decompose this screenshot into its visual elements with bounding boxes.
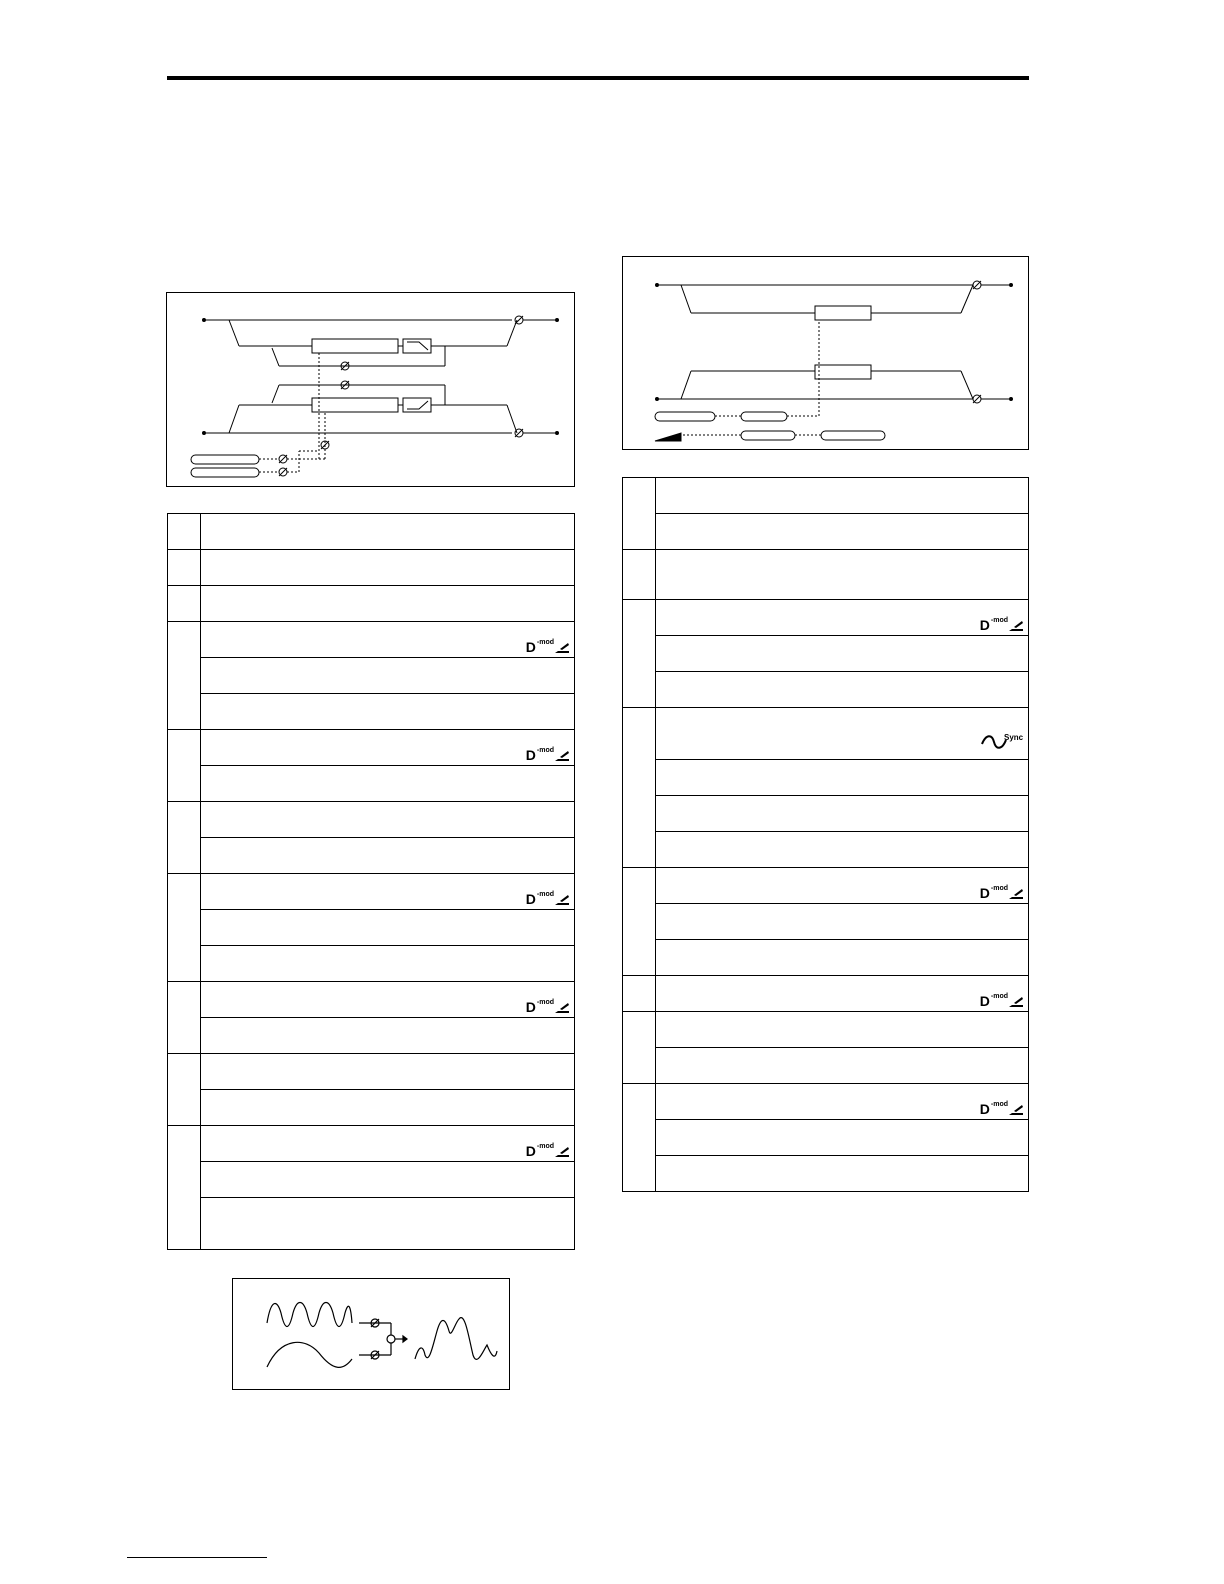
parameter-row	[623, 976, 1029, 1012]
parameter-row	[623, 1156, 1029, 1192]
parameter-row	[623, 760, 1029, 796]
parameter-cell	[656, 796, 1029, 832]
parameter-cell	[201, 550, 575, 586]
parameter-cell	[656, 514, 1029, 550]
parameter-row	[168, 1054, 575, 1090]
parameter-cell	[656, 636, 1029, 672]
parameter-cell	[656, 940, 1029, 976]
right-parameter-table	[622, 477, 1029, 1192]
parameter-cell	[201, 730, 575, 766]
parameter-row	[623, 478, 1029, 514]
parameter-row	[623, 514, 1029, 550]
parameter-cell	[201, 622, 575, 658]
parameter-row	[623, 868, 1029, 904]
footnote-rule	[127, 1557, 267, 1558]
parameter-number-cell	[623, 976, 656, 1012]
parameter-cell	[201, 946, 575, 982]
parameter-row	[168, 1126, 575, 1162]
parameter-number-cell	[623, 550, 656, 600]
left-block-diagram	[166, 292, 575, 487]
parameter-number-cell	[168, 1126, 201, 1250]
parameter-cell	[201, 874, 575, 910]
parameter-cell	[656, 1012, 1029, 1048]
parameter-cell	[656, 760, 1029, 796]
parameter-row	[168, 766, 575, 802]
parameter-number-cell	[168, 874, 201, 982]
parameter-row	[623, 636, 1029, 672]
parameter-row	[623, 672, 1029, 708]
parameter-row	[623, 1048, 1029, 1084]
parameter-row	[168, 910, 575, 946]
svg-text:Sync: Sync	[1004, 733, 1024, 742]
parameter-row	[623, 1120, 1029, 1156]
parameter-cell	[201, 586, 575, 622]
parameter-row	[623, 796, 1029, 832]
d-mod-icon: D $^{-mod}$	[980, 993, 1024, 1008]
parameter-row	[623, 1012, 1029, 1048]
parameter-cell	[656, 1048, 1029, 1084]
parameter-row	[168, 730, 575, 766]
parameter-row	[168, 658, 575, 694]
parameter-row	[168, 550, 575, 586]
parameter-cell	[201, 694, 575, 730]
parameter-row	[168, 982, 575, 1018]
parameter-number-cell	[623, 600, 656, 708]
parameter-cell	[656, 904, 1029, 940]
parameter-cell	[201, 1162, 575, 1198]
parameter-row	[168, 1090, 575, 1126]
parameter-number-cell	[623, 708, 656, 868]
parameter-row	[168, 946, 575, 982]
parameter-cell	[656, 550, 1029, 600]
parameter-number-cell	[168, 622, 201, 730]
parameter-row	[623, 550, 1029, 600]
parameter-cell	[201, 982, 575, 1018]
tempo-sync-icon	[980, 732, 1024, 757]
parameter-number-cell	[168, 586, 201, 622]
parameter-cell	[656, 600, 1029, 636]
parameter-cell	[201, 1090, 575, 1126]
waveform-mix-diagram	[232, 1278, 510, 1390]
parameter-cell	[201, 514, 575, 550]
parameter-row	[623, 904, 1029, 940]
parameter-row	[623, 1084, 1029, 1120]
parameter-row	[168, 622, 575, 658]
parameter-number-cell	[168, 1054, 201, 1126]
parameter-row	[168, 1162, 575, 1198]
parameter-cell	[201, 1018, 575, 1054]
parameter-row	[168, 874, 575, 910]
parameter-cell	[656, 478, 1029, 514]
parameter-row	[168, 1018, 575, 1054]
parameter-number-cell	[168, 802, 201, 874]
parameter-cell	[201, 802, 575, 838]
parameter-cell	[201, 1054, 575, 1090]
parameter-number-cell	[168, 730, 201, 802]
d-mod-icon: D $^{-mod}$	[526, 747, 570, 762]
parameter-number-cell	[623, 1084, 656, 1192]
parameter-cell	[201, 910, 575, 946]
parameter-cell	[201, 1126, 575, 1162]
d-mod-icon: D $^{-mod}$	[526, 999, 570, 1014]
d-mod-icon: D $^{-mod}$	[526, 639, 570, 654]
d-mod-icon: D $^{-mod}$	[526, 891, 570, 906]
d-mod-icon: D $^{-mod}$	[980, 885, 1024, 900]
parameter-number-cell	[168, 550, 201, 586]
parameter-row	[623, 832, 1029, 868]
parameter-row	[623, 600, 1029, 636]
parameter-cell	[656, 708, 1029, 760]
parameter-number-cell	[623, 1012, 656, 1084]
right-block-diagram	[622, 256, 1029, 450]
d-mod-icon: D $^{-mod}$	[526, 1143, 570, 1158]
parameter-row	[623, 940, 1029, 976]
parameter-row	[168, 694, 575, 730]
parameter-row	[168, 838, 575, 874]
parameter-cell	[656, 832, 1029, 868]
parameter-row	[168, 514, 575, 550]
parameter-row	[168, 586, 575, 622]
parameter-cell	[656, 672, 1029, 708]
d-mod-icon: D $^{-mod}$	[980, 617, 1024, 632]
parameter-cell	[656, 976, 1029, 1012]
parameter-row	[168, 1198, 575, 1250]
parameter-cell	[656, 1084, 1029, 1120]
parameter-row	[168, 802, 575, 838]
parameter-number-cell	[168, 514, 201, 550]
parameter-number-cell	[623, 868, 656, 976]
parameter-cell	[656, 1156, 1029, 1192]
parameter-cell	[656, 868, 1029, 904]
parameter-cell	[201, 658, 575, 694]
left-parameter-table	[167, 513, 575, 1250]
parameter-cell	[201, 766, 575, 802]
parameter-number-cell	[168, 982, 201, 1054]
parameter-cell	[201, 1198, 575, 1250]
parameter-cell	[201, 838, 575, 874]
header-rule	[167, 76, 1029, 80]
parameter-row	[623, 708, 1029, 760]
parameter-cell	[656, 1120, 1029, 1156]
d-mod-icon: D $^{-mod}$	[980, 1101, 1024, 1116]
parameter-number-cell	[623, 478, 656, 550]
